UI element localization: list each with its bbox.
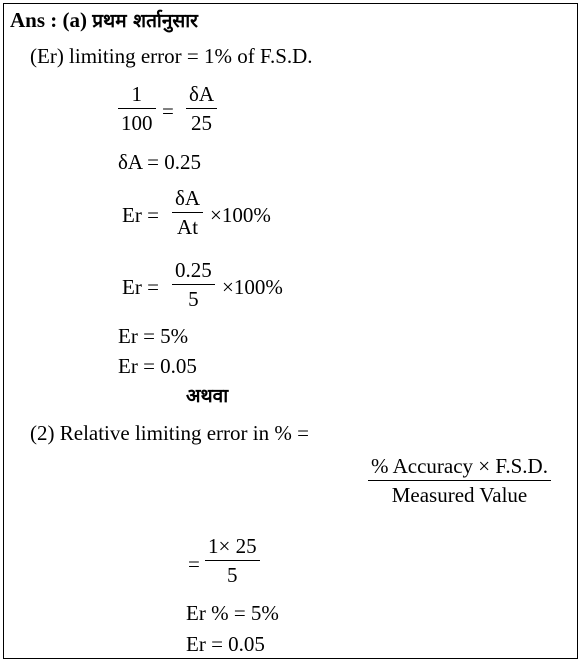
fraction-delta-a-over-at	[172, 188, 203, 238]
fraction-numerator: δA	[175, 186, 201, 210]
fraction-denominator: 25	[191, 111, 213, 135]
fraction-denominator: 5	[227, 563, 238, 587]
answer-box	[3, 3, 578, 659]
er-percent-result: Er = 5%	[118, 324, 189, 348]
er-decimal-result: Er = 0.05	[118, 354, 197, 378]
er-decimal-final: Er = 0.05	[186, 632, 265, 656]
fraction-1x25-over-5	[205, 536, 260, 586]
equation-rhs: ×100%	[210, 203, 271, 227]
or-separator: अथवा	[186, 385, 229, 407]
fraction-numerator: 0.25	[175, 258, 212, 282]
fraction-numerator: δA	[189, 82, 215, 106]
equals-sign: =	[162, 99, 174, 123]
delta-a-result: δA = 0.25	[118, 150, 201, 174]
fraction-numerator: % Accuracy × F.S.D.	[371, 454, 548, 478]
equation-lhs: Er =	[122, 203, 159, 227]
limiting-error-statement: (Er) limiting error = 1% of F.S.D.	[30, 44, 313, 68]
fraction-denominator: 5	[188, 287, 199, 311]
er-percent-final: Er % = 5%	[186, 601, 279, 625]
fraction-denominator: 100	[121, 111, 153, 135]
fraction-delta-a-over-25	[186, 84, 217, 134]
hindi-heading: प्रथम शर्तानुसार	[92, 10, 198, 32]
fraction-numerator: 1× 25	[208, 534, 257, 558]
fraction-denominator: Measured Value	[391, 483, 528, 507]
equation-rhs: ×100%	[222, 275, 283, 299]
equals-sign: =	[188, 552, 200, 576]
fraction-accuracy-over-measured	[368, 456, 551, 506]
fraction-denominator: At	[177, 215, 199, 239]
answer-label: Ans : (a)	[10, 8, 87, 32]
fraction-numerator: 1	[131, 82, 142, 106]
fraction-one-over-hundred	[118, 84, 156, 134]
equation-lhs: Er =	[122, 275, 159, 299]
fraction-025-over-5	[172, 260, 215, 310]
answer-header	[10, 10, 198, 31]
relative-limiting-error-statement: (2) Relative limiting error in % =	[30, 421, 309, 445]
